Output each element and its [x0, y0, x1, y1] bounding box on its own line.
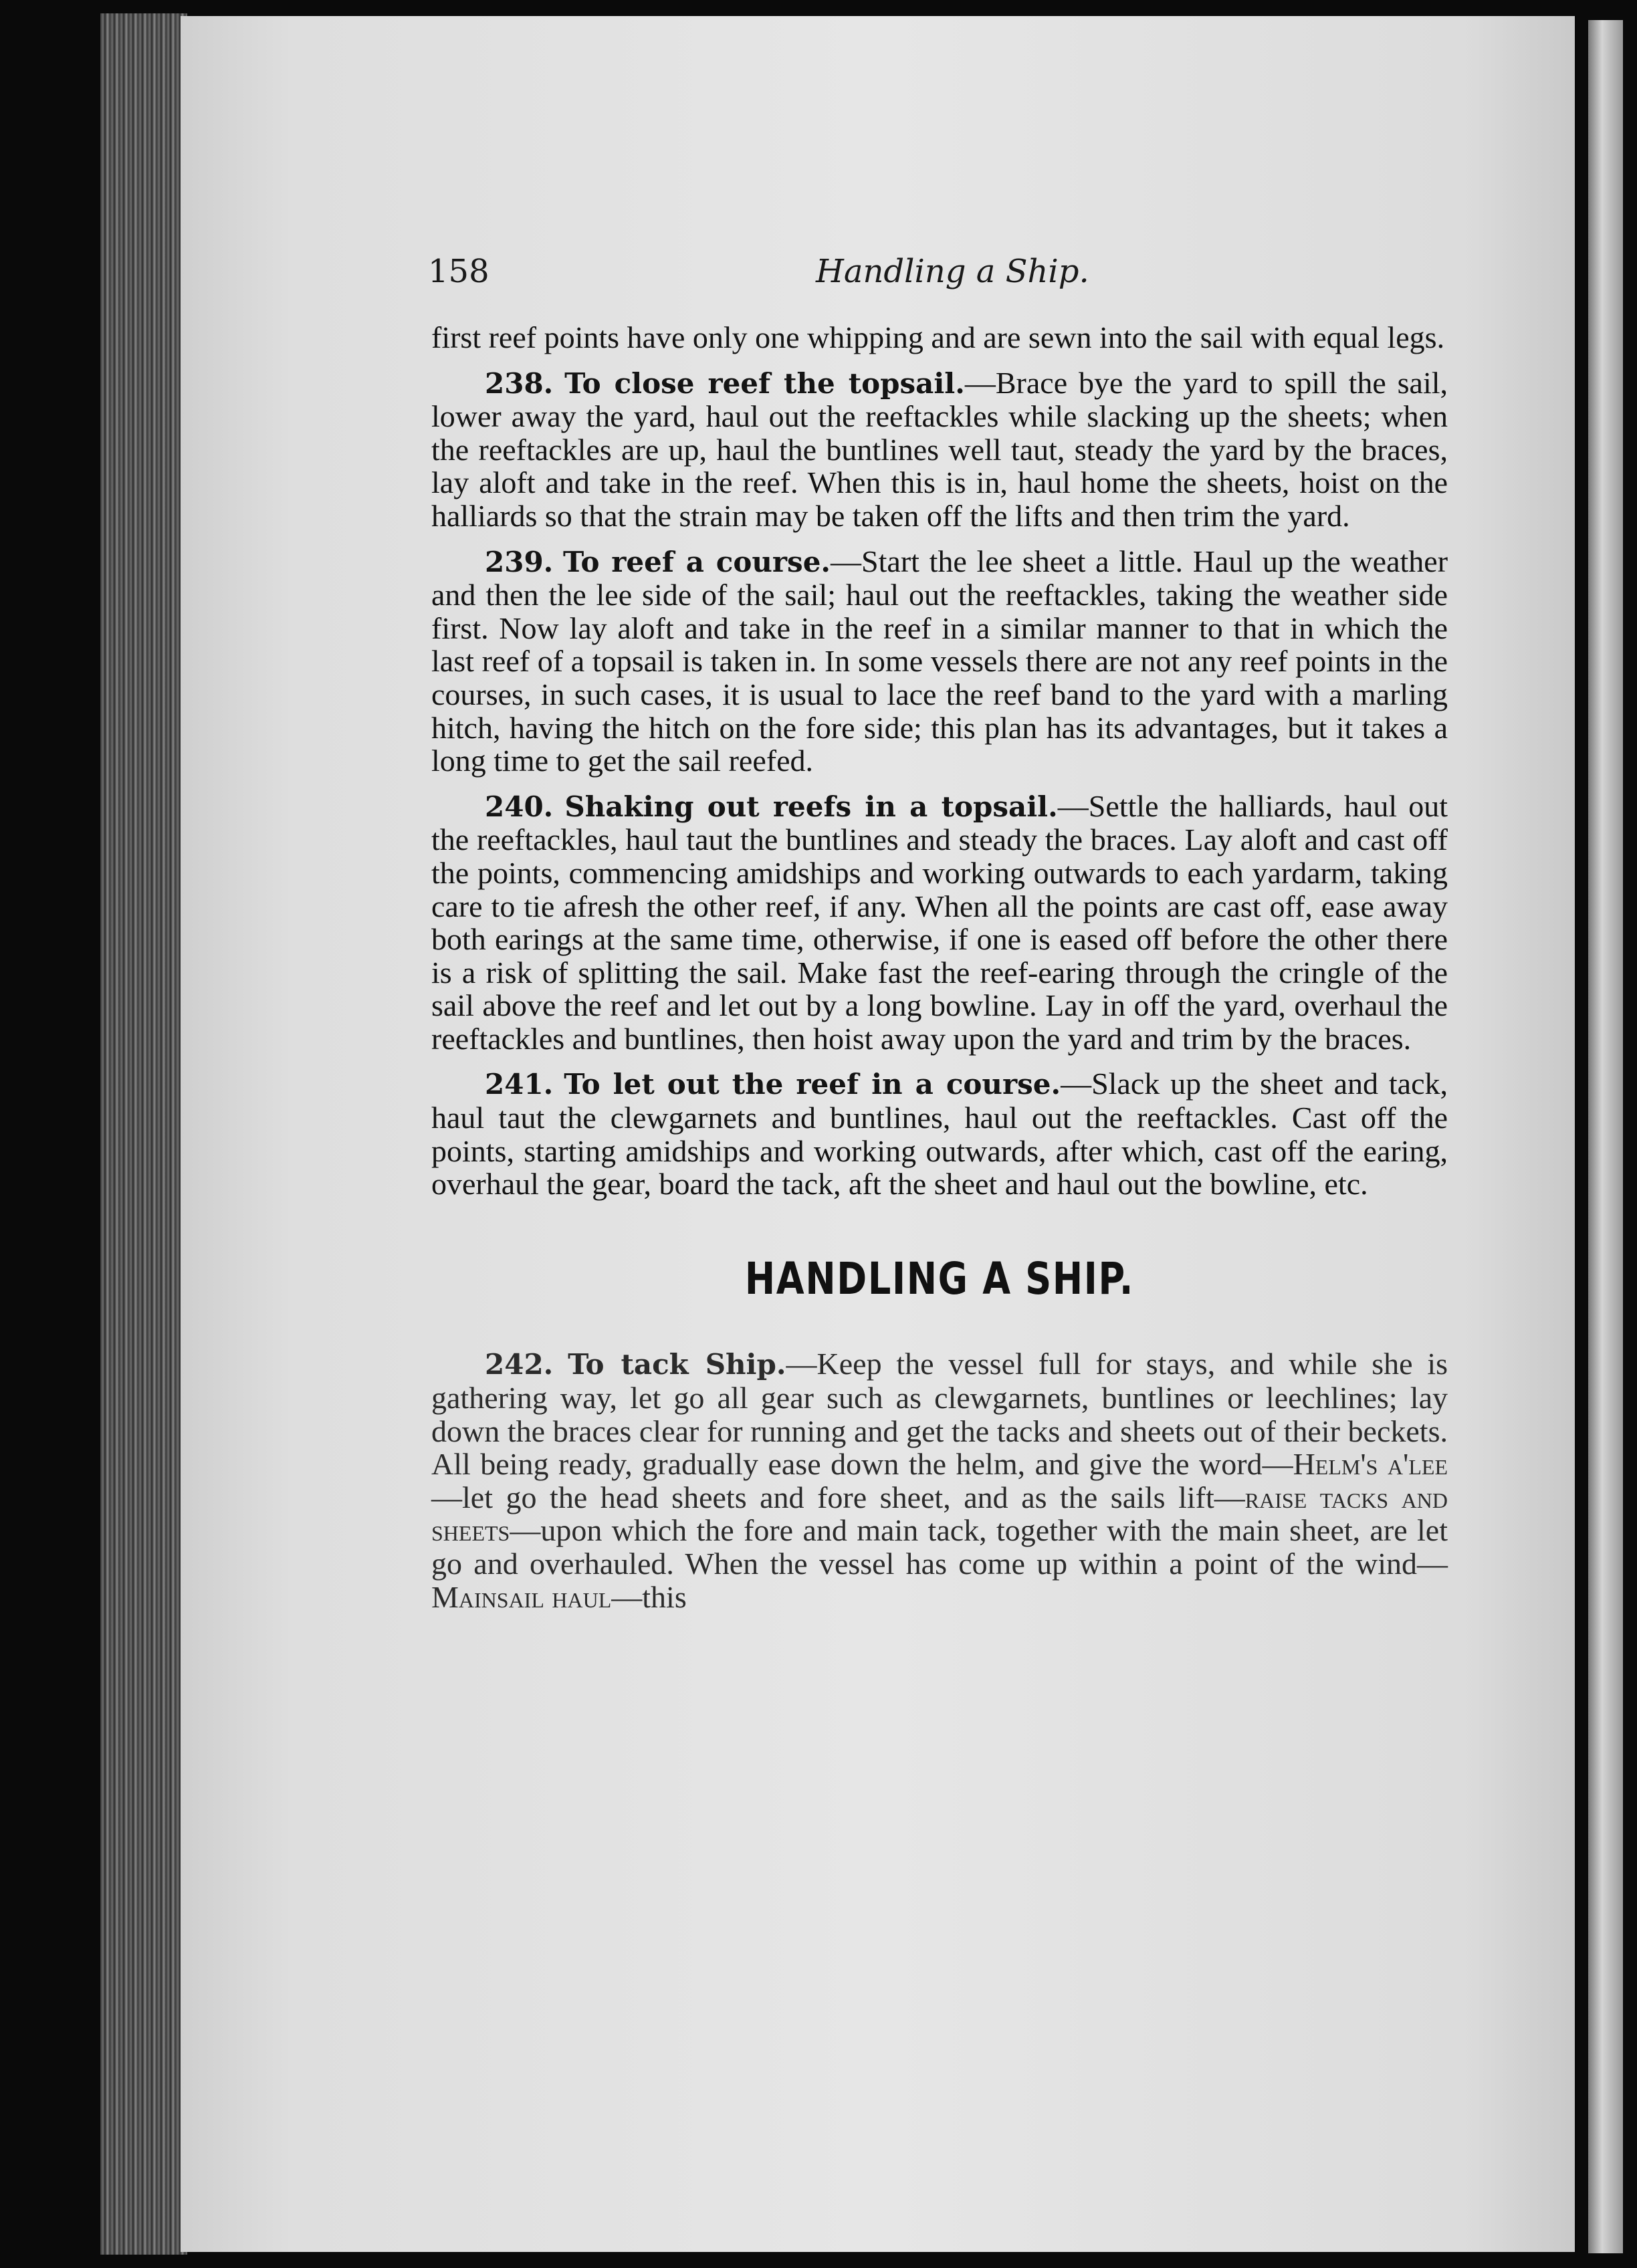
paragraph-240: [431, 790, 1448, 1056]
paragraph-number: 241.: [485, 1068, 554, 1101]
section-heading: HANDLING A SHIP.: [744, 1252, 1135, 1305]
command-raise-tacks: raise tacks and sheets: [431, 1480, 1448, 1548]
running-title: Handling a Ship.: [816, 253, 1089, 290]
paragraph-continuation: [431, 321, 1448, 354]
paragraph-heading: To tack Ship.: [568, 1348, 786, 1381]
paragraph-text: —Brace bye the yard to spill the sail, lower away the yard, haul out the reeftackles while slacking up the sheets; when the reeftackles are up, haul the buntlines well taut, steady the yard by the braces, lay aloft and take in the reef. When this is in, haul home the sheets, hoist on the halliards so that the strain may be taken off the lifts and then trim the yard.: [431, 365, 1448, 533]
page-number: 158: [428, 253, 489, 290]
paragraph-text: —this: [611, 1579, 687, 1614]
paragraph-text: —let go the head sheets and fore sheet, and as the sails lift—: [431, 1480, 1245, 1514]
paragraph-heading: To let out the reef in a course.: [564, 1068, 1061, 1101]
command-helms-a-lee: Helm's a'lee: [1293, 1447, 1448, 1482]
command-mainsail-haul: Mainsail haul: [431, 1579, 612, 1614]
book-page-edges: [100, 13, 187, 2255]
paragraph-heading: To reef a course.: [563, 545, 831, 578]
paragraph-239: [431, 545, 1448, 778]
paragraph-238: [431, 366, 1448, 533]
paragraph-heading: To close reef the topsail.: [564, 366, 965, 400]
paragraph-number: 239.: [485, 545, 554, 578]
paragraph-text: —Start the lee sheet a little. Haul up the weather and then the lee side of the sail; haul out the reeftackles, taking the weather side first. Now lay aloft and take in the reef in a similar manner to that in which the last reef of a topsail is taken in. In some vessels there are not any reef points in the courses, in such cases, it is usual to lace the reef band to the yard with a marling hitch, having the hitch on the fore side; this plan has its advantages, but it takes a long time to get the sail reefed.: [431, 544, 1448, 778]
paragraph-text: first reef points have only one whipping and are sewn into the sail with equal legs.: [431, 320, 1445, 354]
body-text: [431, 321, 1448, 1625]
paragraph-text: —Settle the halliards, haul out the reeftackles, haul taut the buntlines and steady the braces. Lay aloft and cast off the points, commencing amidships and working outwards to each yardarm, taking care to tie afresh the other reef, if any. When all the points are cast off, ease away both earings at the same time, otherwise, if one is eased off before the other there is a risk of splitting the sail. Make fast the reef-earing through the cringle of the sail above the reef and let out by a long bowline. Lay in off the yard, overhaul the reeftackles and buntlines, then hoist away upon the yard and trim by the braces.: [431, 788, 1448, 1056]
running-head: [428, 253, 1444, 300]
paragraph-number: 240.: [485, 790, 554, 823]
paragraph-text: —Slack up the sheet and tack, haul taut the clewgarnets and buntlines, haul out the reeftackles. Cast off the points, starting amidships and working outwards, after which, cast off the earing, overhaul the gear, board the tack, aft the sheet and haul out the bowline, etc.: [431, 1066, 1448, 1202]
paragraph-text: —upon which the fore and main tack, together with the main sheet, are let go and overhauled. When the vessel has come up within a point of the wind—: [431, 1513, 1448, 1581]
paragraph-number: 238.: [485, 366, 554, 400]
paragraph-heading: Shaking out reefs in a topsail.: [564, 790, 1058, 823]
facing-page-edge: [1588, 20, 1623, 2253]
paragraph-242: [431, 1347, 1448, 1613]
paragraph-text: —Keep the vessel full for stays, and while she is gathering way, let go all gear such as clewgarnets, buntlines or leechlines; lay down the braces clear for running and get the tacks and sheets out of their beckets. All being ready, gradually ease down the helm, and give the word—: [431, 1347, 1448, 1482]
paragraph-241: [431, 1067, 1448, 1200]
paragraph-number: 242.: [485, 1348, 554, 1381]
